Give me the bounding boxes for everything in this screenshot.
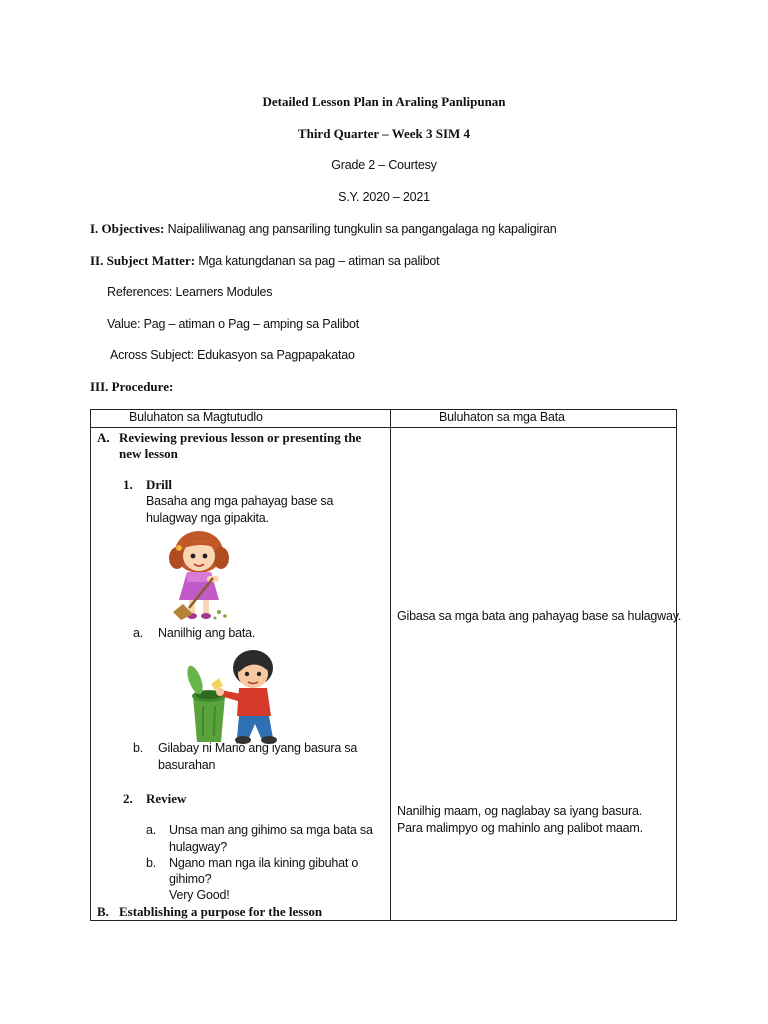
- pupils-column-header: Buluhaton sa mga Bata: [391, 410, 677, 428]
- teacher-activities-cell: [91, 428, 391, 921]
- section-b-letter: B.: [97, 904, 109, 919]
- review-praise: Very Good!: [169, 888, 230, 902]
- across-subject-line: Across Subject: Edukasyon sa Pagpapakatao: [110, 348, 355, 362]
- review-question-b-line2: gihimo?: [169, 872, 212, 886]
- drill-title: Drill: [146, 477, 172, 492]
- table-body-row: [91, 428, 677, 921]
- document-title: Detailed Lesson Plan in Araling Panlipunan: [262, 94, 506, 109]
- objectives-label: I. Objectives:: [90, 221, 165, 236]
- review-title: Review: [146, 791, 187, 806]
- subject-matter-text: Mga katungdanan sa pag – atiman sa palibot: [198, 254, 440, 268]
- drill-item-a-letter: a.: [133, 626, 144, 640]
- objectives-text: Naipaliliwanag ang pansariling tungkulin sa pangangalaga ng kapaligiran: [167, 222, 557, 236]
- drill-item-b-line1: Gilabay ni Mario ang iyang basura sa: [158, 741, 358, 755]
- subject-matter-row: [90, 253, 439, 269]
- section-a-letter: A.: [97, 430, 110, 445]
- review-question-b-line1: Ngano man nga ila kining gibuhat o: [169, 856, 359, 870]
- drill-number: 1.: [123, 477, 133, 492]
- review-number: 2.: [123, 791, 133, 806]
- review-question-b-letter: b.: [146, 856, 157, 870]
- review-question-a-line1: Unsa man ang gihimo sa mga bata sa: [169, 823, 373, 837]
- review-question-a-line2: hulagway?: [169, 840, 227, 854]
- drill-item-b-line2: basurahan: [158, 758, 216, 772]
- grade-line: Grade 2 – Courtesy: [331, 158, 437, 172]
- drill-item-a-text: Nanilhig ang bata.: [158, 626, 256, 640]
- drill-instruction-line1: Basaha ang mga pahayag base sa: [146, 494, 334, 508]
- school-year-line: S.Y. 2020 – 2021: [338, 190, 430, 204]
- review-question-a-letter: a.: [146, 823, 157, 837]
- boy-throwing-trash-image: [181, 646, 285, 746]
- procedure-table: [90, 409, 682, 921]
- pupil-activities-cell: [391, 428, 682, 921]
- quarter-line: Third Quarter – Week 3 SIM 4: [297, 126, 471, 141]
- pupil-response-2-line1: Nanilhig maam, og naglabay sa iyang basura.: [397, 804, 643, 818]
- procedure-label: III. Procedure:: [90, 379, 174, 394]
- section-b-title: Establishing a purpose for the lesson: [119, 904, 323, 919]
- drill-instruction-line2: hulagway nga gipakita.: [146, 511, 269, 525]
- objectives-row: [90, 221, 557, 237]
- teacher-column-header: Buluhaton sa Magtutudlo: [91, 410, 391, 428]
- pupil-response-1: Gibasa sa mga bata ang pahayag base sa hulagway.: [397, 609, 682, 623]
- table-header-row: [91, 410, 677, 428]
- value-line: Value: Pag – atiman o Pag – amping sa Palibot: [107, 317, 360, 331]
- drill-item-b-letter: b.: [133, 741, 144, 755]
- section-a-title-line2: new lesson: [119, 446, 178, 461]
- pupil-response-2-line2: Para malimpyo og mahinlo ang palibot maam.: [397, 821, 643, 835]
- references-line: References: Learners Modules: [107, 285, 273, 299]
- section-a-title-line1: Reviewing previous lesson or presenting the: [119, 430, 362, 445]
- subject-matter-label: II. Subject Matter:: [90, 253, 196, 268]
- girl-sweeping-image: [163, 528, 239, 622]
